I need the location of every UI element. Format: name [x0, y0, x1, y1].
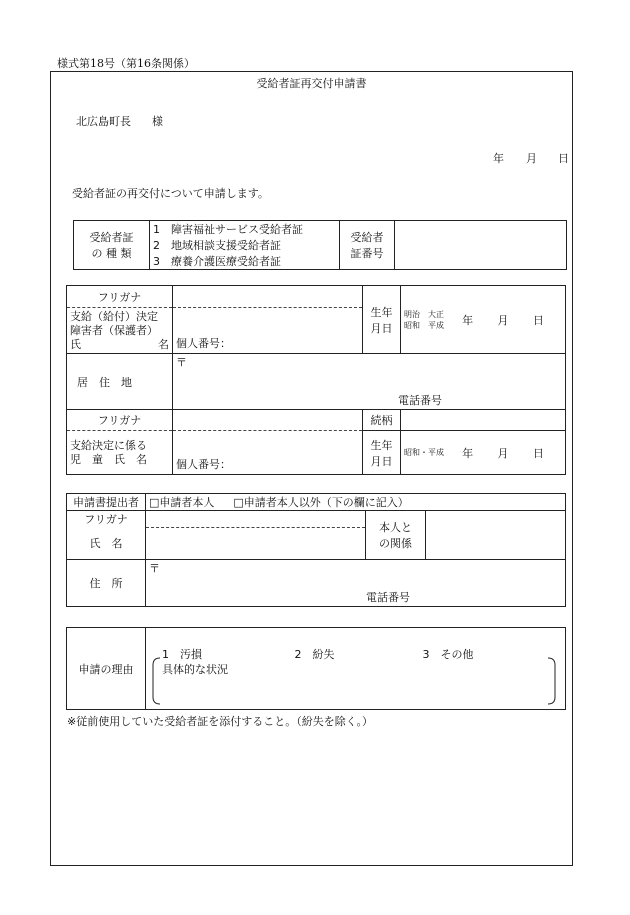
- submitter-name-field[interactable]: [146, 527, 366, 559]
- reason-option[interactable]: 3 その他: [422, 647, 474, 661]
- submitter-furigana-label: フリガナ: [67, 511, 146, 528]
- date-day[interactable]: 日: [558, 152, 569, 165]
- cert-type-table: [73, 220, 567, 270]
- era-options: 明治 大正 昭和 平成: [404, 309, 444, 330]
- detail-field[interactable]: [164, 676, 548, 702]
- cert-type-option[interactable]: 2 地域相談支援受給者証: [153, 239, 281, 252]
- applicant-dob-field[interactable]: 明治 大正 昭和 平成 年 月 日: [401, 286, 566, 354]
- applicant-table: [66, 285, 566, 475]
- submitter-address-label: 住 所: [67, 559, 146, 606]
- child-furigana-label: フリガナ: [67, 410, 173, 431]
- cert-type-option[interactable]: 3 療養介護医療受給者証: [153, 255, 281, 268]
- address-field[interactable]: [173, 354, 566, 410]
- child-relation-label: 続柄: [363, 410, 401, 431]
- form-title: 受給者証再交付申請書: [256, 77, 367, 90]
- child-relation-field[interactable]: [401, 410, 566, 431]
- submitter-address-field[interactable]: [146, 559, 566, 606]
- submitter-postal-mark: 〒: [149, 561, 160, 575]
- my-number-label: 個人番号：: [176, 337, 231, 350]
- reason-label: 申請の理由: [67, 628, 146, 710]
- child-era-options: 昭和・平成: [404, 448, 444, 457]
- phone-label: 電話番号: [398, 394, 442, 407]
- submitter-table: [66, 493, 566, 607]
- cert-number-label: 受給者 証番号: [340, 221, 395, 270]
- cert-type-option[interactable]: 1 障害福祉サービス受給者証: [153, 223, 303, 236]
- child-dob-label: 生年 月日: [363, 431, 401, 475]
- applicant-furigana-field[interactable]: [173, 286, 363, 308]
- submitter-furigana-field[interactable]: [146, 511, 366, 528]
- cert-type-options: [150, 221, 340, 270]
- submitter-self-checkbox[interactable]: □申請者本人: [149, 496, 215, 509]
- submitter-relation-field[interactable]: [426, 511, 566, 560]
- detail-label: 具体的な状況: [162, 663, 228, 676]
- cert-type-label: 受給者証 の 種 類: [74, 221, 150, 270]
- applicant-dob-label: 生年 月日: [363, 286, 401, 354]
- applicant-furigana-label: フリガナ: [67, 286, 173, 308]
- submitter-relation-label: 本人と の関係: [366, 511, 426, 560]
- postal-mark: 〒: [176, 356, 187, 369]
- child-my-number-label: 個人番号：: [176, 458, 231, 471]
- submitter-name-label: 氏 名: [67, 527, 146, 559]
- footnote: ※従前使用していた受給者証を添付すること。（紛失を除く。）: [67, 715, 373, 728]
- addressee-name: 北広島町長: [76, 115, 131, 128]
- applicant-name-field[interactable]: [173, 308, 363, 354]
- child-name-label: 支給決定に係る 児 童 氏 名: [67, 431, 173, 475]
- child-furigana-field[interactable]: [173, 410, 363, 431]
- child-name-field[interactable]: [173, 431, 363, 475]
- applicant-name-label: 支給（給付）決定 障害者（保護者） 氏 名: [67, 308, 173, 354]
- statement: 受給者証の再交付について申請します。: [72, 187, 269, 200]
- date-month[interactable]: 月: [526, 152, 537, 165]
- addressee-honorific: 様: [152, 115, 163, 128]
- date-year[interactable]: 年: [493, 152, 504, 165]
- submitter-phone-label: 電話番号: [366, 590, 410, 604]
- child-dob-field[interactable]: 昭和・平成 年 月 日: [401, 431, 566, 475]
- submitter-options: [146, 494, 566, 511]
- form-number: 様式第18号（第16条関係）: [57, 57, 195, 70]
- reason-option[interactable]: 2 紛失: [294, 647, 335, 661]
- cert-number-field[interactable]: [395, 221, 567, 270]
- reason-option[interactable]: 1 汚損: [162, 648, 202, 661]
- submitter-other-checkbox[interactable]: □申請者本人以外（下の欄に記入）: [233, 496, 409, 509]
- address-label: 居 住 地: [67, 354, 173, 410]
- submitter-label: 申請書提出者: [67, 494, 146, 511]
